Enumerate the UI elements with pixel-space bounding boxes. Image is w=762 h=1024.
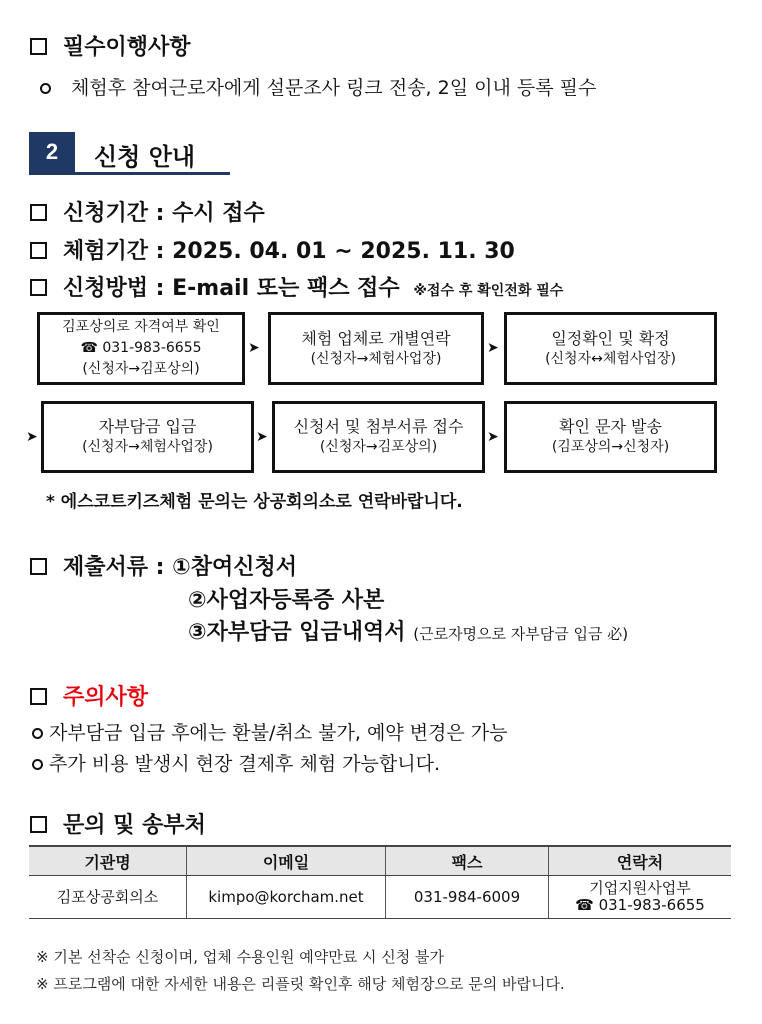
contact-heading: 문의 및 송부처 (30, 808, 206, 839)
arrow-right-icon: ➤ (248, 340, 260, 356)
documents-item-2: ②사업자등록증 사본 (188, 588, 385, 613)
caution-item-1: 자부담금 입금 후에는 환불/취소 불가, 예약 변경은 가능 (32, 718, 508, 745)
section-title: 신청 안내 (94, 143, 196, 171)
flow-step-5: 신청서 및 첨부서류 접수 (신청자→김포상의) (272, 401, 485, 473)
bullet-icon (32, 759, 43, 770)
header-org: 기관명 (29, 846, 187, 876)
header-fax: 팩스 (386, 846, 549, 876)
checkbox-icon (30, 38, 47, 55)
flow-step-1: 김포상의로 자격여부 확인 ☎ 031-983-6655 (신청자→김포상의) (37, 312, 245, 385)
flow-step-2: 체험 업체로 개별연락 (신청자→체험사업장) (268, 312, 484, 385)
contact-cell (549, 876, 732, 919)
fax-number: 031-984-6009 (386, 876, 549, 919)
flow-step-3: 일정확인 및 확정 (신청자↔체험사업장) (504, 312, 717, 385)
header-email: 이메일 (187, 846, 386, 876)
required-item: 체험후 참여근로자에게 설문조사 링크 전송, 2일 이내 등록 필수 (40, 73, 596, 100)
org-name: 김포상공회의소 (29, 876, 187, 919)
caution-heading: 주의사항 (30, 680, 148, 711)
checkbox-icon (30, 242, 47, 259)
checkbox-icon (30, 279, 47, 296)
arrow-right-icon: ➤ (487, 340, 499, 356)
department: 기업지원사업부 (589, 879, 691, 897)
email-address[interactable]: kimpo@korcham.net (187, 876, 386, 919)
arrow-right-icon: ➤ (487, 429, 499, 445)
arrow-right-icon: ➤ (26, 429, 38, 445)
required-heading: 필수이행사항 (30, 30, 191, 61)
checkbox-icon (30, 688, 47, 705)
header-phone: 연락처 (549, 846, 732, 876)
phone-number: ☎ 031-983-6655 (80, 340, 202, 356)
checkbox-icon (30, 816, 47, 833)
checkbox-icon (30, 558, 47, 575)
bullet-icon (40, 83, 51, 94)
flow-step-6: 확인 문자 발송 (김포상의→신청자) (504, 401, 717, 473)
footnote-1: ※ 기본 선착순 신청이며, 업체 수용인원 예약만료 시 신청 불가 (36, 948, 445, 966)
experience-period: 체험기간 : 2025. 04. 01 ~ 2025. 11. 30 (30, 234, 515, 265)
documents-item-3: ③자부담금 입금내역서 (근로자명으로 자부담금 입금 必) (188, 620, 629, 645)
apply-method-note: ※접수 후 확인전화 필수 (413, 283, 564, 299)
caution-item-2: 추가 비용 발생시 현장 결제후 체험 가능합니다. (32, 749, 440, 776)
table-row (29, 876, 731, 919)
apply-period: 신청기간 : 수시 접수 (30, 196, 265, 227)
table-header-row (29, 846, 731, 876)
flow-step-4: 자부담금 입금 (신청자→체험사업장) (41, 401, 254, 473)
documents-heading: 제출서류 : ①참여신청서 (30, 550, 297, 581)
bullet-icon (32, 728, 43, 739)
contact-table (29, 845, 731, 919)
phone-number: ☎ 031-983-6655 (575, 896, 705, 914)
escort-note: * 에스코트키즈체험 문의는 상공회의소로 연락바랍니다. (46, 492, 463, 512)
apply-method: 신청방법 : E-mail 또는 팩스 접수 ※접수 후 확인전화 필수 (30, 271, 563, 302)
footnote-2: ※ 프로그램에 대한 자세한 내용은 리플릿 확인후 해당 체험장으로 문의 바랍니다. (36, 975, 565, 993)
section-underline (29, 172, 230, 175)
section-number: 2 (29, 132, 75, 172)
arrow-right-icon: ➤ (256, 429, 268, 445)
checkbox-icon (30, 204, 47, 221)
